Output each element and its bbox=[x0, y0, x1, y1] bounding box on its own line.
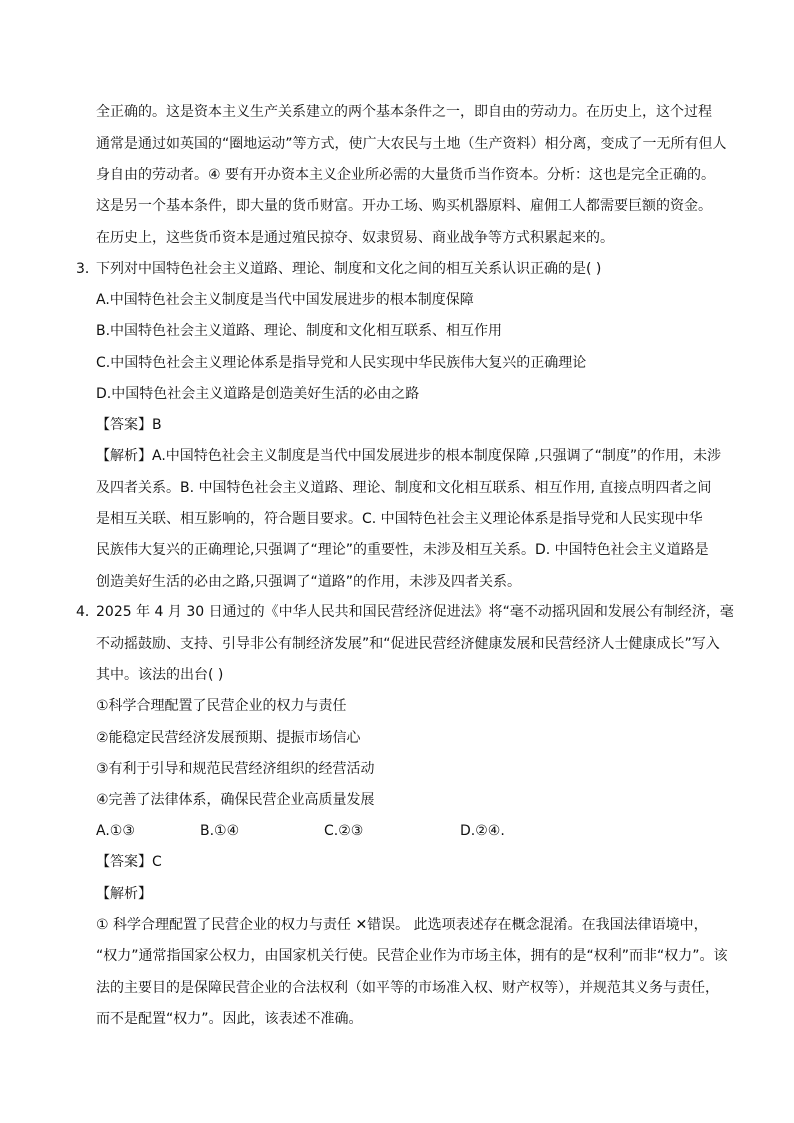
question-4-analysis-line: 而不是配置“权力”。因此，该表述不准确。 bbox=[96, 1011, 363, 1027]
question-3-option-c: C.中国特色社会主义理论体系是指导党和人民实现中华民族伟大复兴的正确理论 bbox=[96, 355, 587, 371]
question-4-analysis-line: “权力”通常指国家公权力，由国家机关行使。民营企业作为市场主体，拥有的是“权利”而非“权力”。该 bbox=[96, 948, 728, 964]
question-4-number: 4． bbox=[76, 604, 99, 620]
question-4-statement-1: ①科学合理配置了民营企业的权力与责任 bbox=[96, 698, 347, 714]
question-4-choice-d: D.②④. bbox=[460, 823, 505, 839]
question-4-statement-4: ④完善了法律体系，确保民营企业高质量发展 bbox=[96, 792, 375, 808]
question-4-analysis-line: ① 科学合理配置了民营企业的权力与责任 ✕错误。 此选项表述存在概念混淆。在我国法律语境中， bbox=[96, 917, 708, 933]
question-3-option-b: B.中国特色社会主义道路、理论、制度和文化相互联系、相互作用 bbox=[96, 323, 503, 339]
question-4-stem-line: 不动摇鼓励、支持、引导非公有制经济发展”和“促进民营经济健康发展和民营经济人士健康成长”写入 bbox=[96, 636, 720, 652]
question-4-analysis-heading: 【解析】 bbox=[96, 886, 152, 902]
question-3-analysis-line: 民族伟大复兴的正确理论,只强调了“理论”的重要性，未涉及相互关系。D. 中国特色社会主义道路是 bbox=[96, 542, 709, 558]
question-4-choice-c: C.②③ bbox=[324, 823, 364, 839]
continuation-line: 这是另一个基本条件，即大量的货币财富。开办工场、购买机器原料、雇佣工人都需要巨额的资金。 bbox=[96, 198, 712, 214]
continuation-line: 在历史上，这些货币资本是通过殖民掠夺、奴隶贸易、商业战争等方式积累起来的。 bbox=[96, 230, 614, 246]
question-3-number: 3． bbox=[76, 261, 99, 277]
question-3-analysis-line: 创造美好生活的必由之路,只强调了“道路”的作用，未涉及四者关系。 bbox=[96, 574, 521, 590]
question-3-option-d: D.中国特色社会主义道路是创造美好生活的必由之路 bbox=[96, 386, 420, 402]
question-4-stem-line: 2025 年 4 月 30 日通过的《中华人民共和国民营经济促进法》将“毫不动摇巩固和发展公有制经济，毫 bbox=[96, 604, 734, 620]
question-4-analysis-line: 法的主要目的是保障民营企业的合法权利（如平等的市场准入权、财产权等），并规范其义务与责任， bbox=[96, 980, 719, 996]
question-4-choice-a: A.①③ bbox=[96, 823, 135, 839]
continuation-line: 通常是通过如英国的“圈地运动”等方式，使广大农民与土地（生产资料）相分离，变成了一无所有但人 bbox=[96, 136, 727, 152]
question-3-answer: 【答案】B bbox=[96, 417, 162, 433]
question-3-option-a: A.中国特色社会主义制度是当代中国发展进步的根本制度保障 bbox=[96, 292, 474, 308]
continuation-line: 身自由的劳动者。④ 要有开办资本主义企业所必需的大量货币当作资本。分析：这也是完全正确的。 bbox=[96, 167, 715, 183]
question-3-analysis-line: 及四者关系。B. 中国特色社会主义道路、理论、制度和文化相互联系、相互作用, 直接点明四者之间 bbox=[96, 480, 712, 496]
continuation-line: 全正确的。这是资本主义生产关系建立的两个基本条件之一，即自由的劳动力。在历史上，这个过程 bbox=[96, 104, 712, 120]
question-4-statement-2: ②能稳定民营经济发展预期、提振市场信心 bbox=[96, 730, 361, 746]
question-4-choice-b: B.①④ bbox=[200, 823, 240, 839]
question-3-analysis-line: 是相互关联、相互影响的，符合题目要求。C. 中国特色社会主义理论体系是指导党和人民实现中华 bbox=[96, 511, 703, 527]
question-3-analysis-line: 【解析】A.中国特色社会主义制度是当代中国发展进步的根本制度保障 ,只强调了“制度”的作用，未涉 bbox=[96, 448, 722, 464]
question-4-stem-line: 其中。该法的出台( ) bbox=[96, 667, 224, 683]
question-3-stem: 下列对中国特色社会主义道路、理论、制度和文化之间的相互关系认识正确的是( ) bbox=[96, 261, 602, 277]
question-4-statement-3: ③有利于引导和规范民营经济组织的经营活动 bbox=[96, 761, 375, 777]
question-4-answer: 【答案】C bbox=[96, 854, 162, 870]
